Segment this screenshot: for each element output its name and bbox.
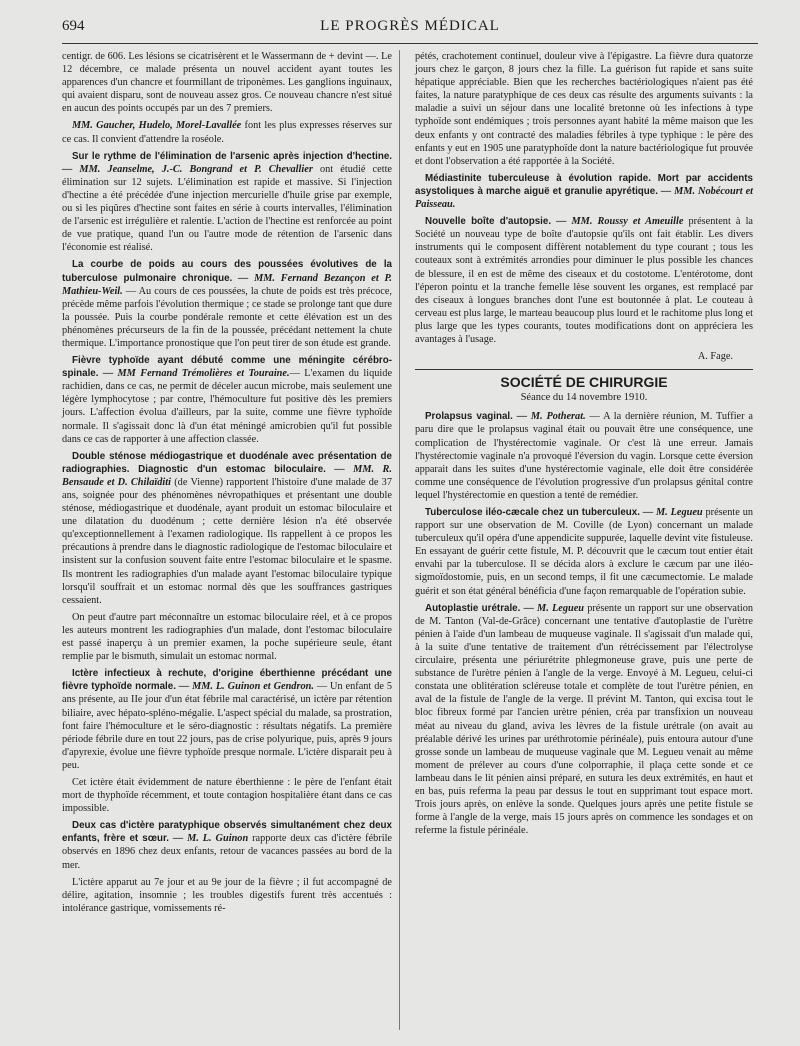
article-entry — [62, 450, 392, 607]
article-text: présentent à la Société un nouveau type de boîte d'autopsie qu'ils ont fait établir. Les divers instruments qui le composent diffèrent notablement du type courant ; tous les couteaux sont à extrémités arrondies pour diminuer le plus possible les chances de blessure, il en est de même des ciseaux et du costotome. L'entérotome, dont l'éperon pointu et la tranche femelle lèse souvent les organes, est remplacé par des ciseaux à longues branches dont l'une est boutonnée à plat. Le couteau à cerveau est plus large, le marteau beaucoup plus lourd et le rachitome plus long et plus large que les types courants, toutes modifications dont on appréciera les avantages à l'usage. — [415, 216, 754, 345]
article-title: Médiastinite tuberculeuse à évolution rapide. Mort par accidents asystoliques à marche aiguë et granulie apyrétique. — [415, 172, 753, 197]
article-text: (de Vienne) rapportent l'histoire d'une malade de 37 ans, soignée pour des phénomènes névropathiques et présentant une double sténose, médiogastrique et duodénale, ayant produit un estomac biloculaire et une dilatation du duodénum ; cette dernière lésion n'a été observée qu'exceptionnellement à l'examen radiologique. Ils rappellent à ce propos les précautions à prendre dans le diagnostic radiologique de l'estomac biloculaire et insistent sur la confusion souvent faite entre l'estomac biloculaire et le spasme. Ils montrent les radiographies d'un malade ayant l'estomac biloculaire typique lorsqu'il souffrait et un estomac normal dès que les souffrances gastriques cessaient. — [62, 476, 392, 606]
article-title: Deux cas d'ictère paratyphique observés simultanément chez deux enfants, frère et sœur. — [62, 820, 392, 845]
article-entry — [62, 354, 392, 446]
paragraph: Cet ictère était évidemment de nature éberthienne : le père de l'enfant était mort de thyphoïde récemment, et toute contagion hospitalière étant dans ce cas impossible. — [62, 776, 392, 815]
page-number: 694 — [62, 18, 85, 34]
article-title: Prolapsus vaginal. — [425, 411, 513, 423]
authors: — M. Legueu — [523, 602, 585, 614]
authors: MM. Gaucher, Hudelo, Morel-Lavallée — [72, 120, 242, 132]
article-title: Sur le rythme de l'élimination de l'arsenic après injection d'hectine. — [72, 150, 392, 162]
article-entry — [62, 819, 392, 871]
article-title: Fièvre typhoïde ayant débuté comme une méningite cérébro-spinale. — [62, 355, 392, 380]
paragraph: centigr. de 606. Les lésions se cicatrisèrent et le Wassermann de + devint —. Le 12 décembre, ce malade présenta un nouvel accident ayant toutes les apparences d'un chancre et fourmillant de triponèmes. Les ganglions inguinaux, qui avaient disparu, sont de nouveau assez gros. Ce nouveau chancre n'est situé en aucun des points occupés par un des 7 premiers. — [62, 51, 392, 115]
article-text: présente un rapport sur une observation de M. Coville (de Lyon) concernant un malade tuberculeux qu'il opéra d'une appendicite suppurée, laquelle devint vite fistuleuse. En essayant de guérir cette fistule, M. P. découvrit que le cæcum tout entier était envahi par la tuberculose. Il se décida alors à exclure le cæcum par une iléo-sigmoïdostomie, puis, en un second temps, il fit une cæcumectomie. Le malade guérit et son état général bénéficia d'une façon remarquable de l'opération subie. — [415, 507, 753, 597]
article-entry — [62, 150, 392, 255]
authors: — MM. L. Guinon et Gendron. — [178, 681, 314, 693]
signature: A. Fage. — [697, 351, 733, 363]
article-title: La courbe de poids au cours des poussées évolutives de la tuberculose pulmonaire chronique. — [62, 259, 392, 284]
authors: — MM. R. Bensaude et D. Chilaïditi — [62, 463, 392, 488]
session-date: Séance du 14 novembre 1910. — [520, 392, 648, 404]
authors: — MM. Fernand Bezançon et P. Mathieu-Weil. — [62, 272, 392, 297]
column-divider — [399, 50, 400, 1030]
text: font les plus expresses réserves sur ce cas. Il convient d'attendre la roséole. — [62, 120, 392, 145]
article-text: — Au cours de ces poussées, la chute de poids est très précoce, précède même parfois l'évolution thermique ; ce stade se prolonge tant que dure la poussée. Puis la courbe pondérale remonte et cette élévation est un des phénomènes précurseurs de la fin de la poussée, précédant nettement la chute thermique. L'importance pronostique que l'on peut tirer de son étude est grande. — [62, 285, 392, 349]
article-entry — [415, 506, 753, 598]
authors: — MM. Jeanselme, J.-C. Bongrand et P. Chevallier — [62, 163, 313, 175]
article-entry — [415, 410, 753, 502]
article-entry — [415, 602, 753, 838]
authors: — M. Legueu — [642, 507, 703, 518]
authors: — MM. Roussy et Ameuille — [556, 216, 684, 228]
article-title: Double sténose médiogastrique et duodénale avec présentation de radiographies. Diagnostic d'un estomac biloculaire. — [62, 450, 392, 475]
authors: — MM. Nobécourt et Paisseau. — [415, 185, 754, 211]
section-rule — [415, 369, 753, 370]
article-title: Tuberculose iléo-cæcale chez un tuberculeux. — [425, 507, 640, 518]
paragraph: L'ictère apparut au 7e jour et au 9e jour de la fièvre ; il fut accompagné de délire, agitation, insomnie ; les troubles digestifs furent très accentués : intolérance gastrique, vomissements ré- — [62, 876, 392, 914]
article-text: ont étudié cette élimination sur 12 sujets. L'élimination est rapide et massive. Si l'injection d'hectine a été précédée d'une injection mercurielle d'huile grise par exemple, ou si les piqûres d'hectine sont faites en série à courts intervalles, l'élimination de l'arsenic est irrégulière et ralentie. L'action de l'hectine est renforcée au point de vue pratique, quand l'un ou l'autre mode de rétention de l'arsenic dans l'économie est réalisé. — [62, 163, 392, 254]
left-column — [62, 50, 392, 919]
authors: — M. L. Guinon — [172, 833, 249, 845]
authors: — M. Potherat. — [516, 411, 586, 423]
paragraph — [62, 119, 392, 145]
paragraph: pétés, crachotement continuel, douleur vive à l'épigastre. La fièvre dura quatorze jours chez le garçon, 8 jours chez la fille. La guérison fut rapide et sans suite hépatique appréciable. Bien que les recherches bactériologiques n'aient pas été faites, la nature paratyphique de ces deux cas résulte des arguments suivants : la maladie a suivi un séjour dans une localité bretonne où les infections à type typhoïde sont endémiques ; trois personnes ayant habité la même maison que les deux enfants y ont contracté des maladies fébriles à type typhique : le père des enfants y eut en 1905 une paratyphoïde dont la nature bactériologique fut prouvée et dont l'observation a été rapportée à la Société. — [415, 51, 753, 167]
article-text: — L'examen du liquide rachidien, dans ce cas, ne permit de déceler aucun microbe, mais seulement une légère lymphocytose ; par contre, l'hémoculture fut positive dès les premiers jours. L'affection évolua d'ailleurs, par la suite, comme une fièvre typhoïde normale. Il s'agissait donc là d'un état méningé amicrobien qu'il fut possible dans ce cas de rapporter à une affection classée. — [62, 368, 393, 445]
paragraph: On peut d'autre part méconnaître un estomac biloculaire réel, et à ce propos les auteurs montrent les radiographies d'un malade, dont l'estomac biloculaire est passé inaperçu à un premier examen, la poche supérieure seule, étant remplie par le bismuth, simulait un estomac normal. — [62, 611, 392, 663]
right-column — [415, 50, 753, 841]
article-title: Ictère infectieux à rechute, d'origine éberthienne précédant une fièvre typhoïde normale. — [62, 668, 392, 693]
page-header — [62, 18, 758, 44]
authors: — MM Fernand Trémolières et Touraine. — [102, 368, 290, 380]
article-text: — A la dernière réunion, M. Tuffier a paru dire que le prolapsus vaginal était ou pouvait être une conséquence, une complication de l'hystérectomie vaginale. Or c'est là une erreur. Jamais l'hystérectomie vaginale n'a provoqué l'éversion du vagin. Lorsque cette éversion apparait dans les suites d'une hystérectomie vaginale, elle doit être considérée comme une conséquence de l'évolution progressive d'un prolapsus génital contre lequel l'hystérectomie en question a tenté de remédier. — [415, 411, 753, 501]
article-entry — [415, 215, 753, 346]
society-heading: SOCIÉTÉ DE CHIRURGIE — [500, 374, 668, 391]
article-text: rapporte deux cas d'ictère fébrile observés en 1896 chez deux enfants, retour de vacances passées au bord de la mer. — [62, 833, 393, 871]
article-entry — [62, 667, 392, 772]
article-title: Autoplastie urétrale. — [425, 602, 521, 614]
article-title: Nouvelle boîte d'autopsie. — [425, 216, 552, 228]
article-text: — Un enfant de 5 ans présente, au IIe jour d'un état fébrile mal caractérisé, un ictère par rétention biliaire, avec hépato-spléno-mégalie. L'aspect spécial du malade, sa prostration, font faire l'hémoculture et le séro-diagnostic : résultats négatifs. La première période fébrile dure en tout 22 jours, pas de crise polyurique, puis, après 9 jours d'apyrexie, évolue une fièvre typhoïde presque normale. L'ictère disparait peu à peu. — [62, 681, 392, 771]
journal-title: LE PROGRÈS MÉDICAL — [320, 18, 500, 34]
article-entry — [62, 258, 392, 350]
article-text: présente un rapport sur une observation de M. Tanton (Val-de-Grâce) concernant une tentative d'autoplastie de l'urètre pénien à l'aide d'un lambeau de muqueuse vaginale. Il s'agissait d'un malade qui, à la suite d'une tentative de traitement d'un rétrécissement par l'électrolyse circulaire, présenta une périurétrite phlegmoneuse grave, puis une perte de substance de l'urètre pénien à l'angle de la verge. Envoyé à M. Legueu, celui-ci constata une oblitération scléreuse totale et complète de tout l'urètre pénien, en aval de la fistule de l'angle de la verge. Il prévint M. Tanton, qui excisa tout le bloc fibreux formé par l'ancien urètre pénien, créa par transfixion un nouveau méat au niveau du gland, aviva les lèvres de la fistule urétrale (on avait au préalable dérivé les urines par uréthrotomie périnéale), puis entoura autour d'une grosse sonde un lambeau de muqueuse vaginale que M. Legueu venait au même moment de prélever au cours d'une colporraphie, il plaça cette sonde et ce lambeau dans le lit pénien ainsi préparé, en sutura les deux extrémités, en haut et en bas, puis referma la peau par dessus le tout en supprimant tout espace mort. Trois jours après, on enlève la sonde. Quelques jours après une petite fistule se forme à l'angle de la verge, mais 15 jours après on commence les sondages et on referme la fistule périnéale. — [415, 602, 754, 837]
article-entry — [415, 172, 753, 211]
